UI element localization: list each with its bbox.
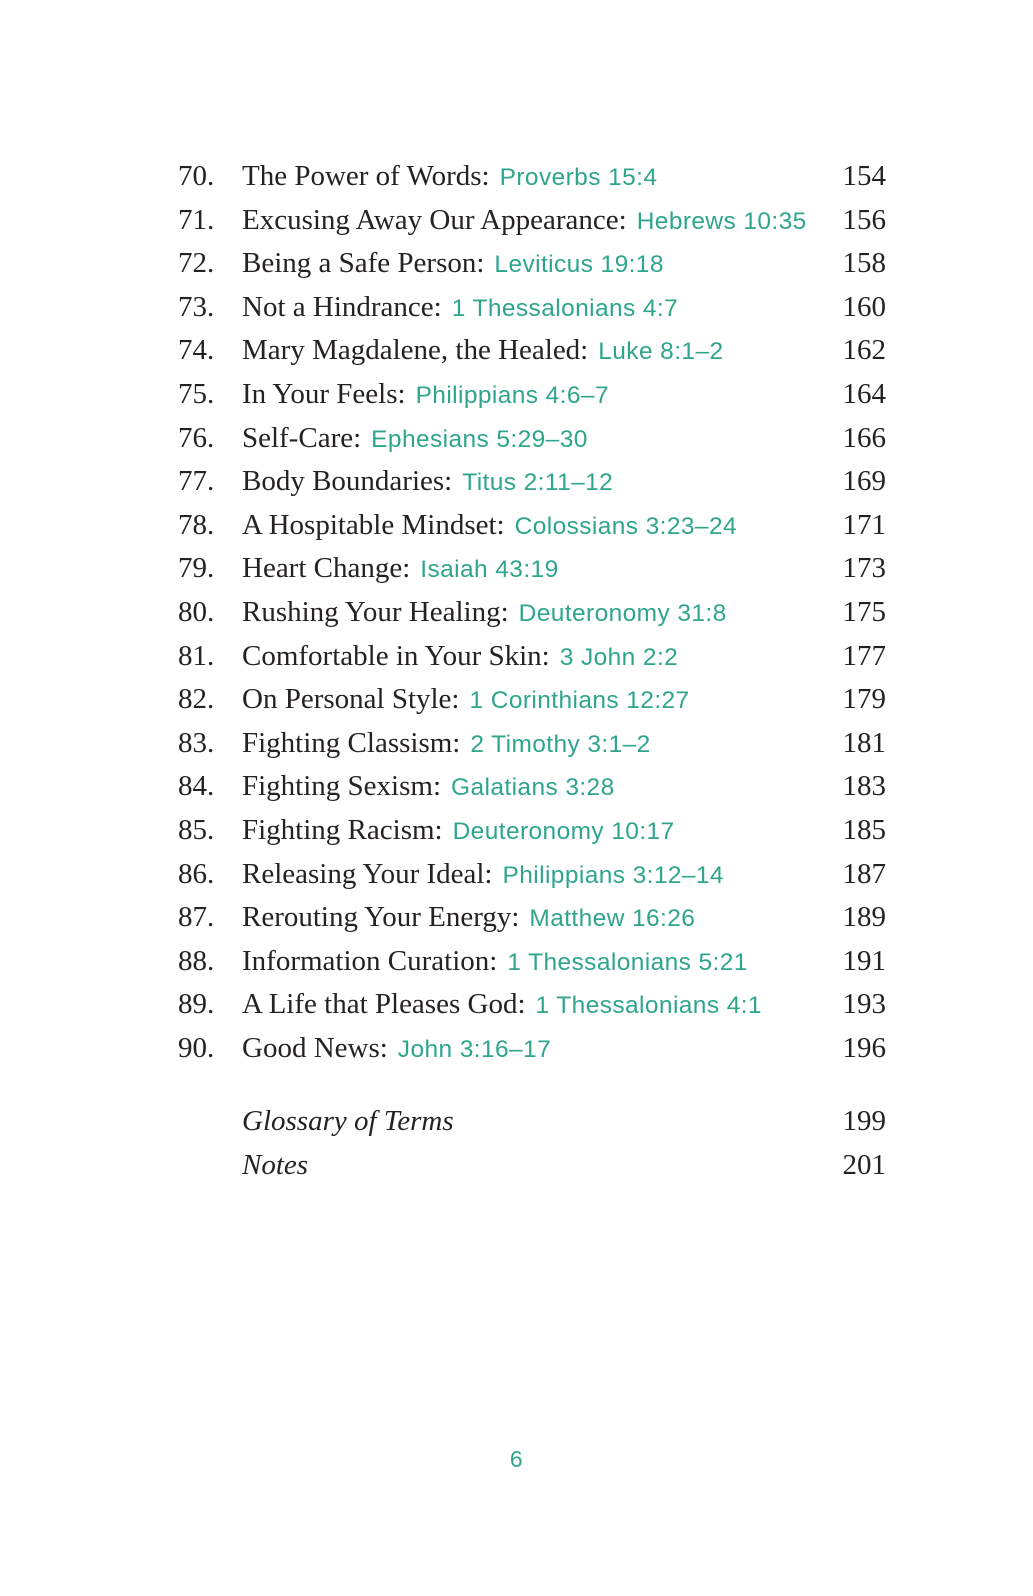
entry-page-number: 177 — [842, 639, 886, 672]
entry-scripture-reference: Titus 2:11–12 — [462, 469, 614, 497]
entry-number: 86. — [178, 857, 215, 890]
entry-title: Information Curation: — [242, 944, 498, 977]
entry-scripture-reference: Matthew 16:26 — [529, 905, 696, 933]
entry-text — [242, 765, 615, 810]
toc-entry-row — [178, 417, 886, 461]
entry-page-number: 162 — [842, 334, 886, 367]
entry-page-number: 175 — [842, 595, 886, 628]
entry-scripture-reference: Isaiah 43:19 — [420, 556, 559, 584]
entry-title: Being a Safe Person: — [242, 247, 485, 280]
toc-entry-row — [178, 853, 886, 897]
entry-page-number: 169 — [842, 465, 886, 498]
entry-number: 79. — [178, 552, 215, 585]
entry-title: Fighting Classism: — [242, 726, 461, 759]
entry-number: 82. — [178, 683, 215, 716]
entry-page-number: 187 — [842, 857, 886, 890]
entry-page-number: 173 — [842, 552, 886, 585]
entry-number: 73. — [178, 290, 215, 323]
toc-entry-row — [178, 155, 886, 199]
entry-title: The Power of Words: — [242, 160, 490, 192]
toc-entry-row — [178, 678, 886, 722]
entry-scripture-reference: Proverbs 15:4 — [499, 164, 658, 191]
toc-entry-row — [178, 242, 886, 286]
entry-number: 90. — [178, 1031, 215, 1064]
entry-title: Self-Care: — [242, 421, 362, 454]
entry-title: On Personal Style: — [242, 683, 460, 716]
entry-text — [242, 286, 678, 331]
entry-page-number: 164 — [842, 377, 886, 410]
entry-title: Good News: — [242, 1031, 388, 1064]
toc-entry-row — [178, 373, 886, 417]
entry-text — [242, 460, 613, 505]
entry-text — [242, 417, 588, 462]
back-matter-row — [178, 1144, 886, 1188]
entry-number: 87. — [178, 901, 215, 934]
entry-scripture-reference: Deuteronomy 31:8 — [518, 599, 727, 627]
folio-page-number: 6 — [509, 1446, 524, 1472]
entry-title: Excusing Away Our Appearance: — [242, 203, 627, 236]
toc-entry-row — [178, 1027, 886, 1071]
entry-title: Fighting Sexism: — [242, 770, 442, 803]
entry-title: Comfortable in Your Skin: — [242, 639, 550, 672]
toc-entry-row — [178, 547, 886, 591]
entry-number: 75. — [178, 377, 215, 410]
toc-entry-row — [178, 635, 886, 679]
entry-page-number: 193 — [842, 988, 886, 1021]
entry-number: 88. — [178, 944, 215, 977]
entry-page-number: 160 — [842, 290, 886, 323]
toc-entry-row — [178, 896, 886, 940]
entry-text — [242, 678, 690, 723]
entry-page-number: 185 — [842, 813, 886, 846]
entry-number: 85. — [178, 813, 215, 846]
toc-entry-row — [178, 983, 886, 1027]
entry-title: Body Boundaries: — [242, 465, 453, 498]
entry-text — [242, 242, 664, 287]
entry-title: Rerouting Your Energy: — [242, 901, 520, 934]
entry-title: In Your Feels: — [242, 377, 406, 410]
entry-number: 70. — [178, 160, 215, 192]
entry-number: 78. — [178, 508, 215, 541]
entry-title: Heart Change: — [242, 552, 411, 585]
entry-number: 89. — [178, 988, 215, 1021]
entry-page-number: 171 — [842, 508, 886, 541]
entry-scripture-reference: 2 Timothy 3:1–2 — [470, 730, 651, 758]
toc-entry-row — [178, 765, 886, 809]
entry-number: 72. — [178, 247, 215, 280]
toc-entry-list — [178, 155, 886, 1070]
toc-entry-row — [178, 504, 886, 548]
toc-entry-row — [178, 940, 886, 984]
entry-scripture-reference: 1 Corinthians 12:27 — [469, 687, 690, 715]
entry-number: 76. — [178, 421, 215, 454]
entry-text — [242, 373, 609, 418]
entry-text — [242, 1027, 551, 1072]
entry-scripture-reference: 1 Thessalonians 4:7 — [451, 294, 679, 322]
toc-entry-row — [178, 809, 886, 853]
entry-scripture-reference: Deuteronomy 10:17 — [452, 817, 675, 845]
back-matter-row — [178, 1100, 886, 1144]
entry-page-number: 156 — [842, 203, 886, 236]
entry-text — [242, 940, 748, 985]
entry-title: Releasing Your Ideal: — [242, 857, 493, 890]
toc-entry-row — [178, 329, 886, 373]
entry-text — [242, 504, 737, 549]
entry-title: Rushing Your Healing: — [242, 595, 509, 628]
entry-scripture-reference: 1 Thessalonians 5:21 — [507, 948, 748, 976]
entry-number: 77. — [178, 465, 215, 498]
entry-scripture-reference: 3 John 2:2 — [559, 643, 679, 671]
entry-text — [242, 199, 807, 244]
entry-scripture-reference: Ephesians 5:29–30 — [371, 425, 588, 453]
entry-number: 80. — [178, 595, 215, 628]
toc-entry-row — [178, 591, 886, 635]
entry-number: 81. — [178, 639, 215, 672]
entry-text — [242, 547, 559, 592]
entry-title: A Life that Pleases God: — [242, 988, 526, 1021]
entry-number: 84. — [178, 770, 215, 803]
back-matter-title: Glossary of Terms — [242, 1105, 454, 1138]
entry-scripture-reference: John 3:16–17 — [397, 1035, 552, 1063]
entry-scripture-reference: Philippians 4:6–7 — [415, 381, 609, 409]
back-matter-page-number: 199 — [842, 1105, 886, 1138]
entry-text — [242, 722, 651, 767]
entry-scripture-reference: Leviticus 19:18 — [494, 251, 664, 279]
entry-page-number: 158 — [842, 247, 886, 280]
entry-page-number: 166 — [842, 421, 886, 454]
entry-text — [242, 896, 695, 941]
back-matter-list — [178, 1100, 886, 1187]
toc-entry-row — [178, 286, 886, 330]
entry-text — [242, 809, 675, 854]
entry-page-number: 189 — [842, 901, 886, 934]
back-matter-title: Notes — [242, 1149, 309, 1182]
entry-number: 74. — [178, 334, 215, 367]
entry-scripture-reference: 1 Thessalonians 4:1 — [535, 992, 762, 1020]
entry-text — [242, 329, 724, 374]
toc-entry-row — [178, 722, 886, 766]
entry-text — [242, 155, 657, 200]
entry-page-number: 196 — [842, 1031, 886, 1064]
entry-page-number: 183 — [842, 770, 886, 803]
entry-scripture-reference: Galatians 3:28 — [451, 774, 615, 802]
entry-page-number: 154 — [842, 160, 886, 192]
entry-text — [242, 635, 678, 680]
table-of-contents — [178, 155, 886, 1188]
entry-text — [242, 853, 724, 898]
toc-entry-row — [178, 460, 886, 504]
back-matter-page-number: 201 — [842, 1149, 886, 1182]
entry-page-number: 181 — [842, 726, 886, 759]
entry-scripture-reference: Luke 8:1–2 — [598, 338, 724, 366]
entry-title: Not a Hindrance: — [242, 290, 442, 323]
entry-scripture-reference: Philippians 3:12–14 — [502, 861, 724, 889]
entry-number: 71. — [178, 203, 215, 236]
entry-page-number: 191 — [842, 944, 886, 977]
entry-text — [242, 591, 727, 636]
entry-scripture-reference: Hebrews 10:35 — [636, 207, 807, 235]
entry-number: 83. — [178, 726, 215, 759]
entry-title: Mary Magdalene, the Healed: — [242, 334, 589, 367]
entry-title: Fighting Racism: — [242, 813, 443, 846]
entry-text — [242, 983, 762, 1028]
entry-page-number: 179 — [842, 683, 886, 716]
toc-entry-row — [178, 199, 886, 243]
entry-scripture-reference: Colossians 3:23–24 — [514, 512, 738, 540]
entry-title: A Hospitable Mindset: — [242, 508, 505, 541]
